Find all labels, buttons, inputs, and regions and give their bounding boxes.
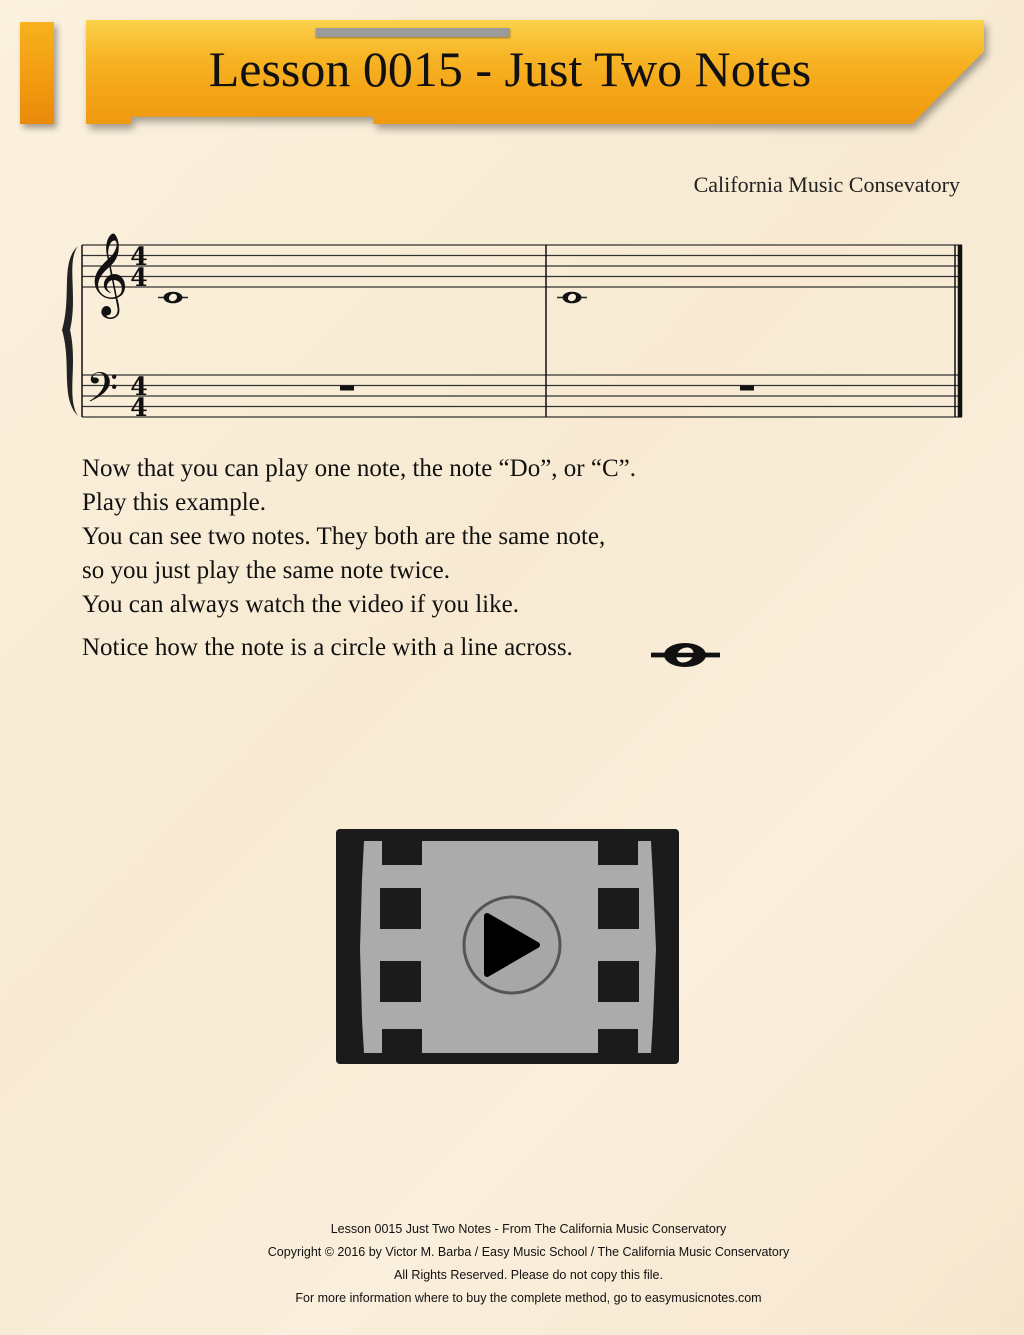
svg-text:4: 4: [130, 263, 148, 292]
bass-time-signature: [130, 372, 147, 422]
whole-rest: [740, 386, 754, 391]
music-score: [0, 0, 1024, 440]
footer-line: Lesson 0015 Just Two Notes - From The California Music Conservatory: [330, 1222, 727, 1236]
lesson-text-line: Play this example.: [82, 489, 266, 516]
treble-time-signature: [130, 242, 147, 292]
svg-text:4: 4: [130, 393, 148, 422]
footer-line: Copyright © 2016 by Victor M. Barba / Easy Music School / The California Music Conservatory: [267, 1245, 790, 1259]
grand-staff-brace: [62, 246, 78, 416]
footer: [0, 1218, 1024, 1310]
lesson-text: [82, 452, 636, 622]
treble-clef-icon: 𝄞: [86, 231, 129, 315]
lesson-text-line: so you just play the same note twice.: [82, 557, 450, 584]
svg-text:4: 4: [130, 372, 148, 401]
footer-line: All Rights Reserved. Please do not copy this file.: [394, 1268, 663, 1282]
footer-line: For more information where to buy the complete method, go to easymusicnotes.com: [295, 1291, 762, 1305]
whole-note-example-icon: [648, 640, 724, 670]
film-play-icon: [336, 829, 679, 1064]
barlines: [82, 245, 960, 417]
bass-staff-lines: [82, 375, 962, 417]
video-play-button[interactable]: [336, 829, 679, 1064]
treble-staff-lines: [82, 245, 962, 287]
lesson-text-line: You can see two notes. They both are the same note,: [82, 523, 606, 550]
svg-text:4: 4: [130, 242, 148, 271]
author-label: California Music Consevatory: [693, 172, 960, 197]
page-title: Lesson 0015 - Just Two Notes: [208, 41, 812, 97]
notice-text: Notice how the note is a circle with a line across.: [82, 634, 573, 661]
whole-note-c: [557, 292, 587, 304]
lesson-text-line: Now that you can play one note, the note “Do”, or “C”.: [82, 455, 636, 482]
whole-note-c: [158, 292, 188, 304]
whole-rest: [340, 386, 354, 391]
lesson-text-line: You can always watch the video if you like.: [82, 591, 519, 618]
bass-clef-icon: 𝄢: [86, 364, 119, 422]
